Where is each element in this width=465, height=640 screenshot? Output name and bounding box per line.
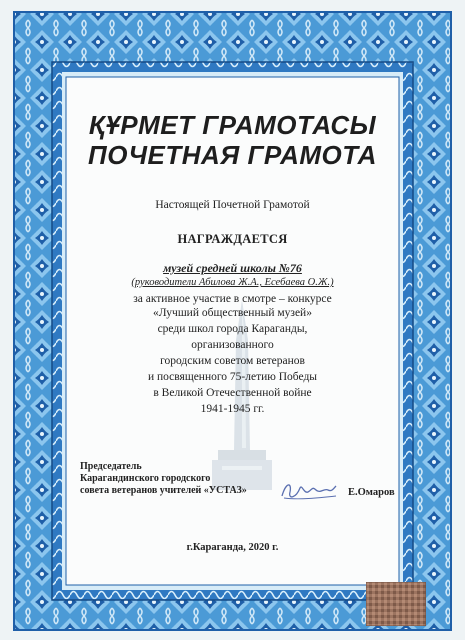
body-line: в Великой Отечественной войне xyxy=(153,387,312,399)
awarded-heading: НАГРАЖДАЕТСЯ xyxy=(177,232,288,246)
signer-title-line: совета ветеранов учителей «УСТАЗ» xyxy=(80,485,247,496)
hologram-sticker xyxy=(366,582,426,626)
title-russian: ПОЧЕТНАЯ ГРАМОТА xyxy=(88,140,377,170)
signer-title-line: Карагандинского городского xyxy=(80,473,211,484)
body-line: 1941-1945 гг. xyxy=(200,403,265,415)
title-kazakh: ҚҰРМЕТ ГРАМОТАСЫ xyxy=(88,110,377,140)
recipient-name: музей средней школы №76 xyxy=(163,261,302,275)
intro-text: Настоящей Почетной Грамотой xyxy=(155,199,310,211)
signer-name: Е.Омаров xyxy=(348,487,395,498)
place-date: г.Караганда, 2020 г. xyxy=(186,542,279,553)
body-line: и посвященного 75-летию Победы xyxy=(147,371,318,383)
signature xyxy=(278,478,340,504)
signer-title-line: Председатель xyxy=(80,461,142,472)
body-line: за активное участие в смотре – конкурсе xyxy=(133,293,332,305)
body-line: «Лучший общественный музей» xyxy=(153,307,312,319)
body-line: организованного xyxy=(191,339,274,351)
body-line: городским советом ветеранов xyxy=(160,355,305,367)
recipient-leaders: (руководители Абилова Ж.А., Есебаева О.Ж.) xyxy=(131,277,334,288)
body-line: среди школ города Караганды, xyxy=(157,323,308,335)
